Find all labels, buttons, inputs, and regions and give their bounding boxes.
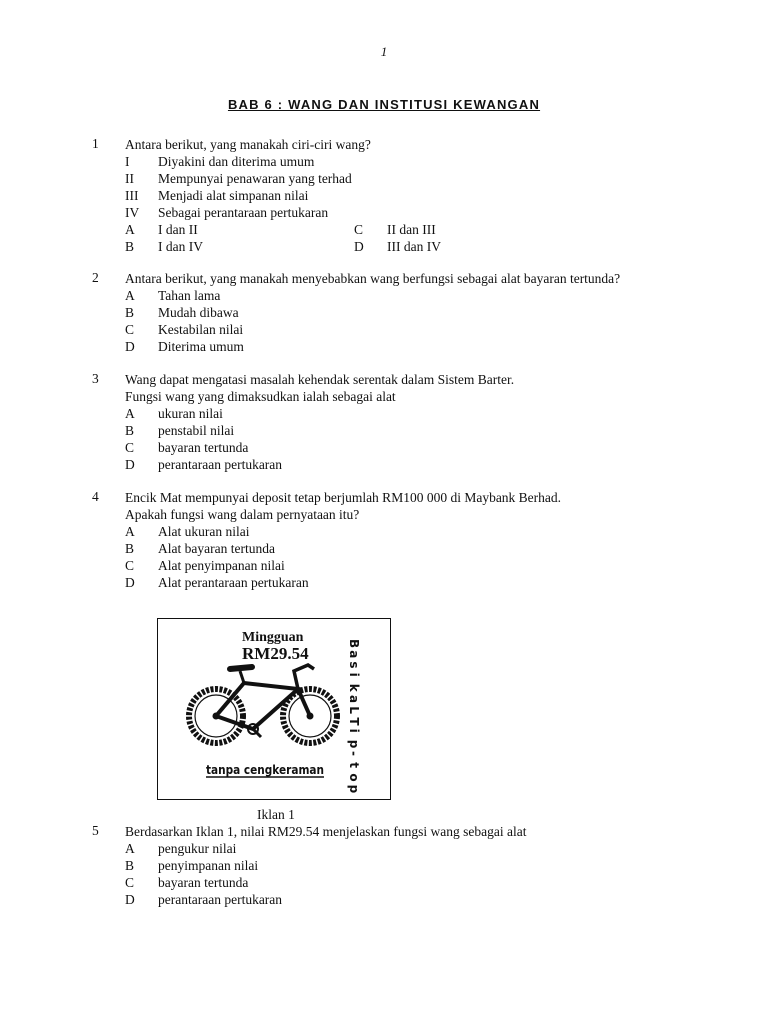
option-label: A [125, 406, 135, 421]
option-text: III dan IV [387, 239, 441, 254]
question-stem: Wang dapat mengatasi masalah kehendak serentak dalam Sistem Barter. [125, 372, 515, 387]
statement-label: I [125, 154, 130, 169]
advert-vertical-letter: a [347, 650, 361, 659]
option-text: penyimpanan nilai [158, 858, 259, 873]
advert-vertical-text [347, 639, 361, 794]
bicycle-icon [189, 665, 337, 743]
advert-box [157, 618, 391, 800]
option-text: Alat perantaraan pertukaran [158, 575, 309, 590]
option-label: A [125, 288, 135, 303]
option-label: B [125, 541, 135, 556]
option-label: C [125, 558, 135, 573]
option-text: Alat bayaran tertunda [158, 541, 275, 556]
option-label: D [354, 239, 364, 254]
option-text: I dan II [158, 222, 198, 237]
statement-label: IV [125, 205, 140, 220]
page-number: 1 [380, 44, 388, 59]
option-text: Alat penyimpanan nilai [158, 558, 285, 573]
advert-vertical-letter: k [347, 683, 361, 692]
question-stem: Antara berikut, yang manakah menyebabkan wang berfungsi sebagai alat bayaran tertunda? [125, 271, 621, 286]
option-text: ukuran nilai [158, 406, 223, 421]
option-text: I dan IV [158, 239, 203, 254]
statement-label: III [125, 188, 139, 203]
option-text: Mudah dibawa [158, 305, 239, 320]
advert-vertical-letter: t [347, 762, 361, 768]
advert-caption: Iklan 1 [257, 807, 295, 822]
question-number: 3 [92, 371, 99, 386]
advert-vertical-letter: i [347, 672, 361, 677]
advert-vertical-letter: a [347, 695, 361, 704]
statement-text: Sebagai perantaraan pertukaran [158, 205, 329, 220]
option-label: D [125, 339, 135, 354]
option-label: C [125, 322, 135, 337]
statement-text: Diyakini dan diterima umum [158, 154, 315, 169]
question-number: 2 [92, 270, 99, 285]
option-label: C [125, 440, 135, 455]
advert-vertical-letter: p [347, 739, 361, 749]
advert-vertical-letter: p [347, 784, 361, 794]
option-label: A [125, 222, 135, 237]
option-text: Kestabilan nilai [158, 322, 244, 337]
option-label: B [125, 239, 135, 254]
advert-vertical-letter: B [347, 639, 361, 649]
advert-artwork [158, 619, 390, 799]
advert-vertical-letter: i [347, 728, 361, 733]
option-label: C [125, 875, 135, 890]
option-label: A [125, 841, 135, 856]
option-text: bayaran tertunda [158, 875, 249, 890]
option-text: Diterima umum [158, 339, 244, 354]
option-text: penstabil nilai [158, 423, 235, 438]
option-label: B [125, 423, 135, 438]
option-label: B [125, 858, 135, 873]
option-label: A [125, 524, 135, 539]
question-stem: Apakah fungsi wang dalam pernyataan itu? [125, 507, 360, 522]
option-label: D [125, 892, 135, 907]
question-stem: Fungsi wang yang dimaksudkan ialah sebagai alat [125, 389, 396, 404]
question-number: 4 [92, 489, 99, 504]
option-label: B [125, 305, 135, 320]
statement-text: Menjadi alat simpanan nilai [158, 188, 309, 203]
advert-vertical-letter: o [347, 773, 361, 782]
advert-price: RM29.54 [242, 644, 309, 663]
statement-text: Mempunyai penawaran yang terhad [158, 171, 352, 186]
advert-heading: Mingguan [242, 630, 304, 645]
chapter-title-text: BAB 6 : WANG DAN INSTITUSI KEWANGAN [227, 97, 541, 112]
statement-label: II [125, 171, 134, 186]
question-stem: Antara berikut, yang manakah ciri-ciri wang? [125, 137, 371, 152]
chapter-title [0, 97, 768, 112]
question-number: 5 [92, 823, 99, 838]
option-text: Tahan lama [158, 288, 221, 303]
option-label: D [125, 457, 135, 472]
option-text: Alat ukuran nilai [158, 524, 250, 539]
option-text: bayaran tertunda [158, 440, 249, 455]
option-text: pengukur nilai [158, 841, 237, 856]
option-text: perantaraan pertukaran [158, 457, 283, 472]
advert-vertical-letter: - [347, 751, 361, 756]
advert-vertical-letter: T [347, 717, 361, 726]
question-stem: Encik Mat mempunyai deposit tetap berjumlah RM100 000 di Maybank Berhad. [125, 490, 562, 505]
advert-vertical-letter: L [347, 706, 361, 714]
option-text: perantaraan pertukaran [158, 892, 283, 907]
option-text: II dan III [387, 222, 436, 237]
advert-vertical-letter: s [347, 661, 361, 669]
option-label: C [354, 222, 364, 237]
question-number: 1 [92, 136, 99, 151]
option-label: D [125, 575, 135, 590]
advert-slogan: tanpa cengkeraman [206, 763, 324, 777]
question-stem: Berdasarkan Iklan 1, nilai RM29.54 menjelaskan fungsi wang sebagai alat [125, 824, 527, 839]
